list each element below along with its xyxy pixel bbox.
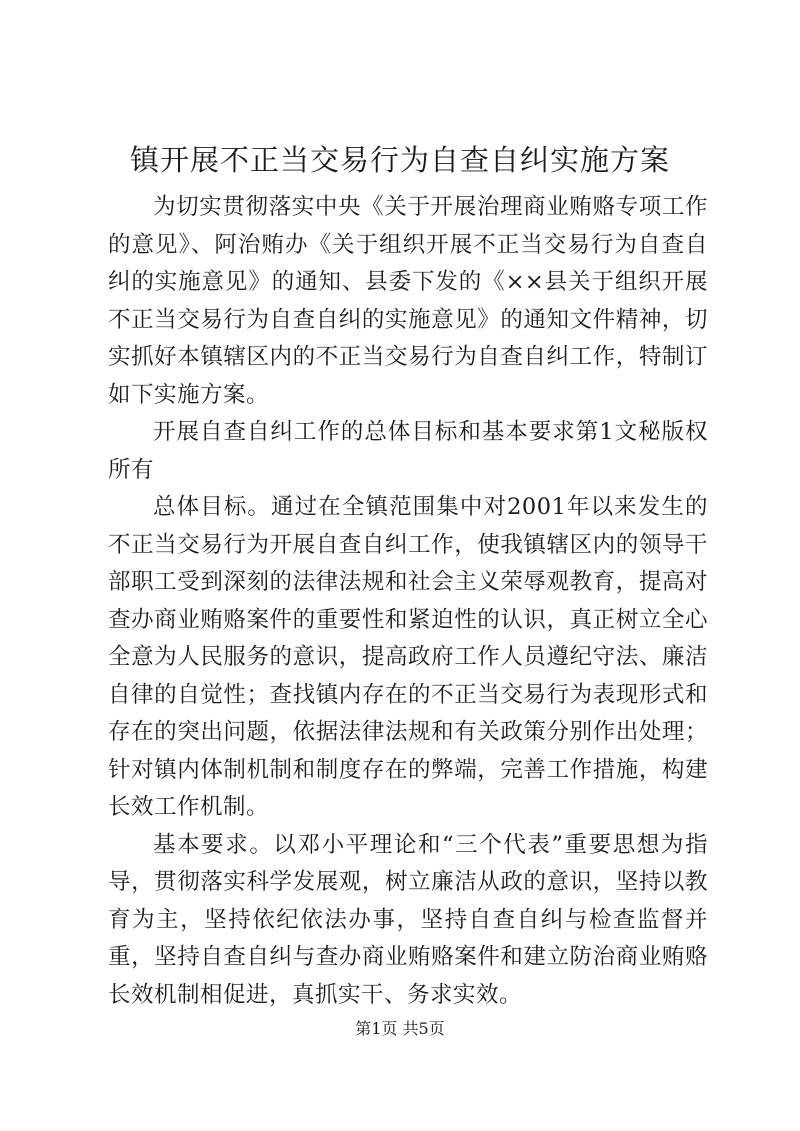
paragraph-section-heading: 开展自查自纠工作的总体目标和基本要求第1文秘版权所有 [108,419,708,483]
paragraph-basic-requirements: 基本要求。以邓小平理论和“三个代表”重要思想为指导，贯彻落实科学发展观，树立廉洁从政的意识，坚持以教育为主，坚持依纪依法办事，坚持自查自纠与检查监督并重，坚持自查自纠与查办商业贿赂案件和建立防治商业贿赂长效机制相促进，真抓实干、务求实效。 [108,831,708,1008]
page-footer: 第1页 共5页 [355,1019,445,1038]
paragraph-overall-goal: 总体目标。通过在全镇范围集中对2001年以来发生的不正当交易行为开展自查自纠工作，使我镇辖区内的领导干部职工受到深刻的法律法规和社会主义荣辱观教育，提高对查办商业贿赂案件的重要性和紧迫性的认识，真正树立全心全意为人民服务的意识，提高政府工作人员遵纪守法、廉洁自律的自觉性；查找镇内存在的不正当交易行为表现形式和存在的突出问题，依据法律法规和有关政策分别作出处理；针对镇内体制机制和制度存在的弊端，完善工作措施，构建长效工作机制。 [108,494,708,820]
document-title: 镇开展不正当交易行为自查自纠实施方案 [129,143,670,177]
document-body [108,189,708,1014]
paragraph-intro: 为切实贯彻落实中央《关于开展治理商业贿赂专项工作的意见》、阿治贿办《关于组织开展不正当交易行为自查自纠的实施意见》的通知、县委下发的《××县关于组织开展不正当交易行为自查自纠的实施意见》的通知文件精神，切实抓好本镇辖区内的不正当交易行为自查自纠工作，特制订如下实施方案。 [108,194,708,408]
